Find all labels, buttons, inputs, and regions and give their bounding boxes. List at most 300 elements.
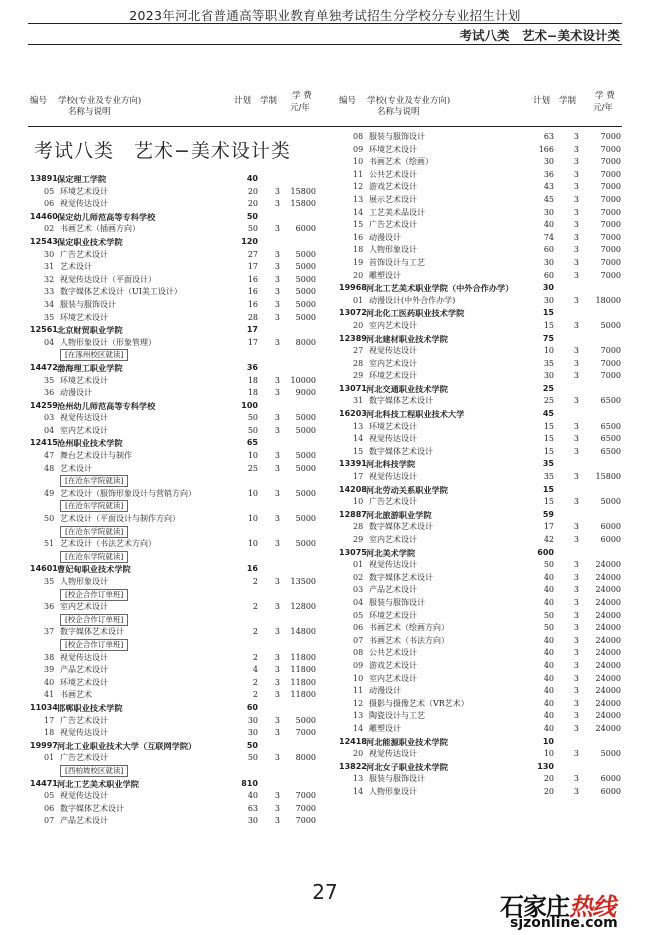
major-name: 数字媒体艺术设计 bbox=[60, 803, 124, 813]
major-fee: 12800 bbox=[290, 602, 316, 612]
major-years: 3 bbox=[573, 220, 579, 230]
major-code: 33 bbox=[44, 287, 55, 297]
major-years: 3 bbox=[573, 421, 579, 431]
major-code: 51 bbox=[44, 539, 55, 549]
major-years: 3 bbox=[573, 572, 579, 582]
major-code: 01 bbox=[353, 560, 364, 570]
major-years: 3 bbox=[573, 371, 579, 381]
major-code: 20 bbox=[353, 749, 364, 759]
major-years: 3 bbox=[573, 686, 579, 696]
major-years: 3 bbox=[573, 446, 579, 456]
major-row bbox=[339, 786, 627, 799]
major-plan: 10 bbox=[247, 451, 258, 461]
major-name: 广告艺术设计 bbox=[60, 753, 108, 763]
major-years: 3 bbox=[573, 295, 579, 305]
major-years: 3 bbox=[573, 232, 579, 242]
major-fee: 13500 bbox=[290, 577, 316, 586]
major-plan: 60 bbox=[543, 270, 554, 280]
school-row bbox=[30, 362, 320, 375]
school-code: 19968 bbox=[339, 283, 367, 293]
col-school-l2: 名称与说明 bbox=[377, 107, 420, 117]
major-name: 动漫设计 bbox=[369, 232, 401, 242]
major-name: 摄影与摄像艺术（VR艺术） bbox=[369, 698, 469, 708]
major-years: 3 bbox=[573, 786, 579, 796]
major-name: 视觉传达设计 bbox=[369, 434, 417, 444]
major-years: 3 bbox=[573, 257, 579, 267]
major-plan: 15 bbox=[543, 446, 554, 456]
major-name: 首饰设计与工艺 bbox=[369, 257, 425, 267]
note-text: [校企合作订单班] bbox=[60, 614, 128, 626]
school-row bbox=[339, 509, 627, 522]
note-row bbox=[30, 589, 320, 602]
major-row bbox=[339, 194, 627, 207]
major-fee: 24000 bbox=[595, 623, 621, 633]
school-code: 13391 bbox=[339, 459, 367, 469]
major-plan: 30 bbox=[247, 816, 258, 826]
major-code: 11 bbox=[353, 686, 364, 696]
school-code: 14208 bbox=[339, 484, 367, 494]
major-name: 视觉传达设计 bbox=[60, 728, 108, 738]
major-years: 3 bbox=[573, 635, 579, 645]
major-years: 3 bbox=[274, 665, 280, 675]
major-fee: 7000 bbox=[600, 144, 621, 154]
major-row bbox=[339, 660, 627, 673]
major-plan: 35 bbox=[543, 358, 554, 368]
major-plan: 40 bbox=[543, 585, 554, 595]
major-plan: 20 bbox=[543, 786, 554, 796]
major-years: 3 bbox=[573, 396, 579, 406]
major-plan: 30 bbox=[543, 207, 554, 217]
major-name: 视觉传达设计 bbox=[369, 472, 417, 482]
school-name: 河北建材职业技术学院 bbox=[366, 333, 448, 344]
major-code: 11 bbox=[353, 169, 364, 179]
major-row bbox=[339, 534, 627, 547]
school-name: 河北女子职业技术学院 bbox=[366, 761, 448, 772]
school-code: 11034 bbox=[30, 702, 58, 712]
major-years: 3 bbox=[573, 660, 579, 670]
major-code: 15 bbox=[353, 220, 364, 230]
major-row bbox=[339, 370, 627, 383]
major-name: 动漫设计 bbox=[369, 686, 401, 696]
major-years: 3 bbox=[573, 358, 579, 368]
major-years: 3 bbox=[573, 245, 579, 255]
school-row bbox=[30, 236, 320, 249]
school-code: 12887 bbox=[339, 509, 367, 519]
major-name: 动漫设计 bbox=[60, 388, 92, 398]
major-name: 环境艺术设计 bbox=[369, 421, 417, 431]
major-name: 艺术设计（书法艺术方向） bbox=[60, 539, 156, 549]
major-name: 工艺美术品设计 bbox=[369, 207, 425, 217]
school-total: 100 bbox=[241, 400, 258, 410]
major-row bbox=[339, 673, 627, 686]
school-row bbox=[30, 324, 320, 337]
major-name: 视觉传达设计 bbox=[60, 413, 108, 423]
major-fee: 8000 bbox=[295, 753, 316, 763]
major-plan: 35 bbox=[543, 472, 554, 482]
major-row bbox=[30, 261, 320, 274]
school-name: 河北能源职业技术学院 bbox=[366, 736, 448, 747]
major-plan: 40 bbox=[543, 698, 554, 708]
major-code: 02 bbox=[44, 224, 55, 234]
major-years: 3 bbox=[274, 375, 280, 385]
school-total: 35 bbox=[542, 459, 554, 469]
major-code: 37 bbox=[44, 627, 55, 637]
major-plan: 16 bbox=[247, 299, 258, 309]
major-name: 广告艺术设计 bbox=[60, 249, 108, 259]
header-rule-bottom bbox=[28, 44, 622, 45]
major-fee: 24000 bbox=[595, 635, 621, 645]
school-row bbox=[30, 400, 320, 413]
major-code: 35 bbox=[44, 577, 55, 586]
major-plan: 50 bbox=[543, 560, 554, 570]
major-code: 09 bbox=[353, 660, 364, 670]
major-name: 环境艺术设计 bbox=[369, 610, 417, 620]
major-plan: 50 bbox=[543, 623, 554, 633]
major-plan: 40 bbox=[543, 660, 554, 670]
major-row bbox=[339, 270, 627, 283]
major-plan: 18 bbox=[247, 388, 258, 398]
major-row bbox=[30, 727, 320, 740]
major-years: 3 bbox=[573, 749, 579, 759]
major-fee: 24000 bbox=[595, 698, 621, 708]
major-row bbox=[339, 685, 627, 698]
school-total: 59 bbox=[542, 509, 554, 519]
major-name: 广告艺术设计 bbox=[60, 715, 108, 725]
major-row bbox=[339, 572, 627, 585]
major-fee: 7000 bbox=[600, 220, 621, 230]
major-years: 3 bbox=[573, 673, 579, 683]
major-row bbox=[339, 446, 627, 459]
note-row bbox=[30, 349, 320, 362]
major-fee: 6500 bbox=[600, 421, 621, 431]
major-row bbox=[339, 433, 627, 446]
major-years: 3 bbox=[573, 346, 579, 356]
major-fee: 24000 bbox=[595, 660, 621, 670]
major-code: 16 bbox=[353, 232, 364, 242]
major-code: 05 bbox=[44, 791, 55, 801]
school-total: 36 bbox=[246, 362, 258, 372]
major-code: 13 bbox=[353, 421, 364, 431]
major-years: 3 bbox=[573, 270, 579, 280]
school-row bbox=[339, 383, 627, 396]
major-fee: 6500 bbox=[600, 434, 621, 444]
major-code: 10 bbox=[353, 673, 364, 683]
major-code: 03 bbox=[44, 413, 55, 423]
major-plan: 60 bbox=[543, 245, 554, 255]
major-fee: 11800 bbox=[290, 665, 316, 675]
major-name: 室内艺术设计 bbox=[60, 602, 108, 612]
major-code: 05 bbox=[353, 610, 364, 620]
school-total: 45 bbox=[542, 409, 554, 419]
watermark-url: sjzonline.com bbox=[510, 915, 618, 931]
major-row bbox=[339, 207, 627, 220]
major-plan: 4 bbox=[252, 665, 258, 675]
note-text: [在沧东学院就读] bbox=[60, 526, 128, 538]
major-row bbox=[30, 664, 320, 677]
major-fee: 5000 bbox=[600, 749, 621, 759]
school-row bbox=[339, 458, 627, 471]
school-total: 10 bbox=[542, 736, 554, 746]
major-plan: 16 bbox=[247, 274, 258, 284]
major-code: 29 bbox=[353, 535, 364, 544]
major-fee: 11800 bbox=[290, 677, 316, 687]
school-row bbox=[30, 702, 320, 715]
col-fee-l1: 学 费 bbox=[292, 91, 312, 101]
major-fee: 7000 bbox=[600, 371, 621, 381]
major-plan: 45 bbox=[543, 194, 554, 204]
major-name: 产品艺术设计 bbox=[60, 816, 108, 826]
major-code: 12 bbox=[353, 698, 364, 708]
major-row bbox=[339, 584, 627, 597]
major-plan: 43 bbox=[543, 182, 554, 192]
major-row bbox=[339, 244, 627, 257]
major-name: 人物形象设计 bbox=[369, 786, 417, 796]
major-code: 05 bbox=[44, 186, 55, 196]
major-row bbox=[339, 295, 627, 308]
major-plan: 50 bbox=[247, 224, 258, 234]
major-row bbox=[339, 647, 627, 660]
major-years: 3 bbox=[573, 434, 579, 444]
major-code: 14 bbox=[353, 207, 364, 217]
major-name: 展示艺术设计 bbox=[369, 194, 417, 204]
major-fee: 7000 bbox=[600, 270, 621, 280]
left-column bbox=[30, 128, 320, 828]
major-row bbox=[30, 513, 320, 526]
major-code: 13 bbox=[353, 194, 364, 204]
left-entries bbox=[30, 173, 320, 828]
school-total: 25 bbox=[542, 383, 554, 393]
major-fee: 7000 bbox=[600, 169, 621, 179]
col-fee-l2: 元/年 bbox=[290, 103, 310, 113]
major-row bbox=[30, 752, 320, 765]
col-years: 学制 bbox=[260, 96, 278, 106]
major-fee: 18000 bbox=[595, 295, 621, 305]
major-name: 数字媒体艺术设计 bbox=[369, 522, 433, 532]
major-years: 3 bbox=[573, 182, 579, 192]
col-code: 编号 bbox=[339, 96, 357, 106]
major-name: 视觉传达设计 bbox=[60, 791, 108, 801]
major-row bbox=[339, 748, 627, 761]
school-code: 12418 bbox=[339, 736, 367, 746]
major-row bbox=[339, 559, 627, 572]
major-code: 01 bbox=[44, 753, 55, 763]
major-row bbox=[30, 576, 320, 589]
major-name: 人物形象设计（形象管理） bbox=[60, 337, 156, 347]
school-row bbox=[30, 437, 320, 450]
major-fee: 5000 bbox=[295, 274, 316, 284]
school-code: 13891 bbox=[30, 174, 58, 183]
school-name: 河北工业职业技术大学（互联网学院） bbox=[57, 740, 197, 751]
major-plan: 63 bbox=[543, 132, 554, 141]
major-code: 41 bbox=[44, 690, 55, 700]
school-row bbox=[30, 778, 320, 791]
major-plan: 40 bbox=[543, 648, 554, 658]
school-total: 65 bbox=[246, 438, 258, 448]
major-code: 36 bbox=[44, 602, 55, 612]
major-name: 动漫设计(中外合作办学) bbox=[369, 295, 456, 305]
major-code: 50 bbox=[44, 514, 55, 524]
major-plan: 10 bbox=[247, 488, 258, 498]
major-row bbox=[30, 815, 320, 828]
major-name: 环境艺术设计 bbox=[60, 186, 108, 196]
major-row bbox=[30, 274, 320, 287]
major-plan: 18 bbox=[247, 375, 258, 385]
major-name: 数字媒体艺术设计 bbox=[369, 572, 433, 582]
major-fee: 7000 bbox=[600, 257, 621, 267]
major-plan: 25 bbox=[543, 396, 554, 406]
major-row bbox=[339, 698, 627, 711]
major-code: 04 bbox=[44, 425, 55, 435]
major-fee: 15800 bbox=[595, 472, 621, 482]
major-code: 14 bbox=[353, 434, 364, 444]
major-row bbox=[30, 488, 320, 501]
major-fee: 6500 bbox=[600, 446, 621, 456]
school-code: 12389 bbox=[339, 333, 367, 343]
major-row bbox=[339, 169, 627, 182]
major-name: 环境艺术设计 bbox=[369, 144, 417, 154]
note-text: [在沧东学院就读] bbox=[60, 475, 128, 487]
major-plan: 50 bbox=[247, 425, 258, 435]
school-name: 沧州职业技术学院 bbox=[57, 438, 123, 449]
major-name: 数字媒体艺术设计 bbox=[369, 396, 433, 406]
school-row bbox=[339, 282, 627, 295]
major-name: 环境艺术设计 bbox=[60, 375, 108, 385]
major-code: 27 bbox=[353, 346, 364, 356]
major-name: 室内艺术设计 bbox=[369, 320, 417, 330]
major-code: 49 bbox=[44, 488, 55, 498]
major-name: 视觉传达设计 bbox=[60, 652, 108, 662]
school-name: 渤海理工职业学院 bbox=[57, 362, 123, 373]
col-years: 学制 bbox=[559, 96, 577, 106]
major-code: 10 bbox=[353, 157, 364, 167]
major-fee: 5000 bbox=[295, 312, 316, 322]
major-code: 39 bbox=[44, 665, 55, 675]
major-row bbox=[339, 181, 627, 194]
major-name: 数字媒体艺术设计（UI美工设计） bbox=[60, 287, 182, 297]
major-plan: 20 bbox=[247, 186, 258, 196]
major-years: 3 bbox=[573, 560, 579, 570]
school-row bbox=[339, 547, 627, 560]
school-total: 17 bbox=[246, 325, 258, 335]
major-name: 书画艺术（绘画方向） bbox=[369, 623, 449, 633]
major-fee: 24000 bbox=[595, 686, 621, 696]
major-row bbox=[30, 450, 320, 463]
major-years: 3 bbox=[274, 690, 280, 700]
major-plan: 10 bbox=[247, 514, 258, 524]
major-plan: 2 bbox=[252, 602, 258, 612]
major-plan: 40 bbox=[543, 597, 554, 607]
major-plan: 2 bbox=[252, 652, 258, 662]
note-row bbox=[30, 614, 320, 627]
major-name: 雕塑设计 bbox=[369, 270, 401, 280]
major-fee: 5000 bbox=[295, 488, 316, 498]
major-code: 48 bbox=[44, 463, 55, 473]
major-fee: 8000 bbox=[295, 337, 316, 347]
major-years: 3 bbox=[274, 514, 280, 524]
major-years: 3 bbox=[274, 602, 280, 612]
major-plan: 16 bbox=[247, 287, 258, 297]
major-years: 3 bbox=[274, 803, 280, 813]
major-years: 3 bbox=[274, 451, 280, 461]
major-name: 数字媒体艺术设计 bbox=[369, 446, 433, 456]
major-plan: 50 bbox=[247, 753, 258, 763]
major-plan: 50 bbox=[543, 610, 554, 620]
major-row bbox=[30, 299, 320, 312]
major-row bbox=[30, 375, 320, 388]
major-fee: 10000 bbox=[290, 375, 316, 385]
school-code: 16203 bbox=[339, 409, 367, 419]
school-name: 河北美术学院 bbox=[366, 547, 416, 558]
major-row bbox=[30, 601, 320, 614]
major-code: 40 bbox=[44, 677, 55, 687]
school-name: 河北旅游职业学院 bbox=[366, 509, 432, 520]
school-code: 13075 bbox=[339, 547, 367, 557]
major-code: 13 bbox=[353, 774, 364, 784]
major-years: 3 bbox=[573, 157, 579, 167]
major-name: 环境艺术设计 bbox=[60, 312, 108, 322]
major-fee: 15800 bbox=[290, 186, 316, 196]
major-code: 35 bbox=[44, 375, 55, 385]
major-years: 3 bbox=[274, 312, 280, 322]
major-fee: 7000 bbox=[600, 132, 621, 141]
school-code: 19997 bbox=[30, 740, 58, 750]
school-name: 北京财贸职业学院 bbox=[57, 325, 123, 336]
major-plan: 2 bbox=[252, 677, 258, 687]
major-code: 28 bbox=[353, 522, 364, 532]
major-years: 3 bbox=[274, 249, 280, 259]
major-row bbox=[30, 249, 320, 262]
major-code: 32 bbox=[44, 274, 55, 284]
major-row bbox=[339, 773, 627, 786]
major-row bbox=[30, 286, 320, 299]
major-name: 书画艺术（绘画） bbox=[369, 157, 433, 167]
major-name: 服装与服饰设计 bbox=[369, 132, 425, 141]
major-name: 人物形象设计 bbox=[369, 245, 417, 255]
school-code: 12415 bbox=[30, 438, 58, 448]
major-row bbox=[30, 803, 320, 816]
major-plan: 74 bbox=[543, 232, 554, 242]
major-code: 19 bbox=[353, 257, 364, 267]
school-total: 40 bbox=[246, 174, 258, 183]
school-code: 12561 bbox=[30, 325, 58, 335]
major-fee: 5000 bbox=[295, 299, 316, 309]
major-fee: 7000 bbox=[600, 194, 621, 204]
major-code: 29 bbox=[353, 371, 364, 381]
school-total: 50 bbox=[246, 740, 258, 750]
major-plan: 25 bbox=[247, 463, 258, 473]
major-name: 书画艺术（插画方向） bbox=[60, 224, 140, 234]
major-code: 12 bbox=[353, 182, 364, 192]
major-code: 18 bbox=[44, 728, 55, 738]
note-text: [校企合作订单班] bbox=[60, 639, 128, 651]
right-entries bbox=[339, 131, 627, 798]
major-row bbox=[30, 198, 320, 211]
major-code: 04 bbox=[44, 337, 55, 347]
major-row bbox=[339, 521, 627, 534]
major-plan: 15 bbox=[543, 434, 554, 444]
major-years: 3 bbox=[274, 413, 280, 423]
major-plan: 166 bbox=[538, 144, 554, 154]
column-header-right bbox=[337, 91, 627, 126]
major-code: 06 bbox=[44, 199, 55, 209]
major-years: 3 bbox=[573, 623, 579, 633]
major-years: 3 bbox=[573, 698, 579, 708]
major-years: 3 bbox=[274, 262, 280, 272]
major-code: 18 bbox=[353, 245, 364, 255]
major-years: 3 bbox=[573, 648, 579, 658]
col-school-l1: 学校(专业及专业方向) bbox=[367, 96, 451, 106]
note-text: [在涿州校区就读] bbox=[60, 349, 128, 361]
